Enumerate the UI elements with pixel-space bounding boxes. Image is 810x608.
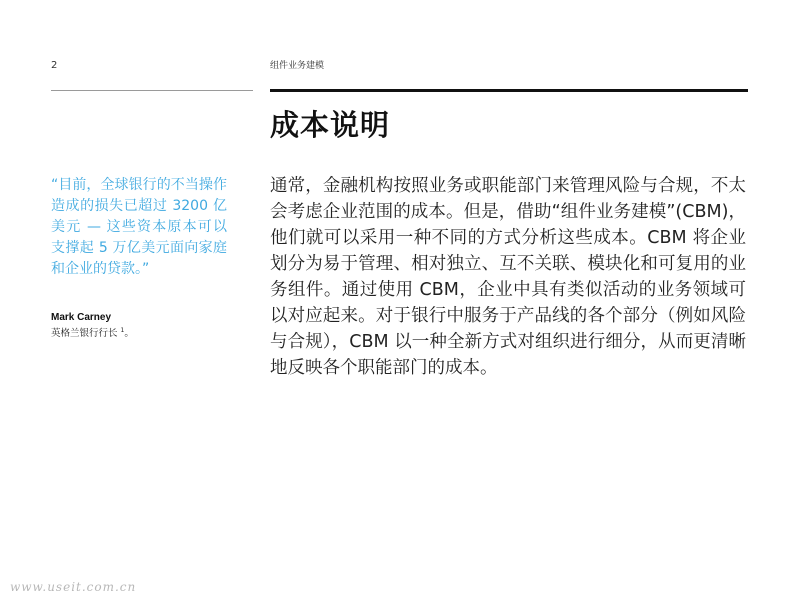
footnote-ref[interactable]: 1 — [120, 326, 125, 334]
sidebar-divider — [51, 90, 253, 91]
quote-role — [51, 325, 134, 339]
pull-quote: “目前，全球银行的不当操作造成的损失已超过 3200 亿美元 — 这些资本原本可以支撑起 5 万亿美元面向家庭和企业的贷款。” — [51, 177, 227, 277]
quote-role-text: 英格兰银行行长 — [51, 328, 118, 339]
section-divider — [270, 89, 748, 92]
body-paragraph: 通常，金融机构按照业务或职能部门来管理风险与合规，不太会考虑企业范围的成本。但是，借助“组件业务建模”(CBM)，他们就可以采用一种不同的方式分析这些成本。CBM 将企业划分为易于管理、相对独立、互不关联、模块化和可复用的业务组件。通过使用 CBM，企业中具有类似活动的业务领域可以对应起来。对于银行中服务于产品线的各个部分（例如风险与合规），CBM 以一种全新方式对组织进行细分，从而更清晰地反映各个职能部门的成本。 — [270, 176, 746, 378]
quote-role-end: 。 — [124, 328, 134, 339]
page-number: 2 — [51, 60, 58, 71]
section-title: 成本说明 — [270, 108, 391, 142]
watermark: www.useit.com.cn — [10, 580, 137, 594]
running-header: 组件业务建模 — [270, 61, 325, 71]
quote-author: Mark Carney — [51, 312, 112, 323]
